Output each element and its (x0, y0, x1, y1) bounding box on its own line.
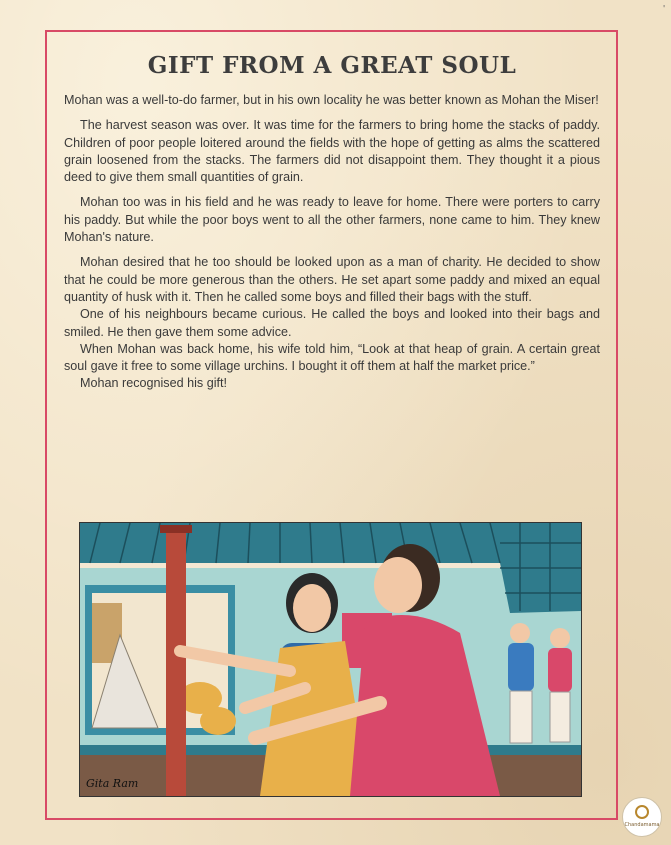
story-paragraph: Mohan too was in his field and he was ready to leave for home. There were porters to carry his paddy. But while the poor boys went to all the other farmers, none came to him. They knew Mohan's nature. (64, 195, 600, 245)
story-paragraph: Mohan recognised his gift! (80, 376, 228, 391)
story-paragraph: The harvest season was over. It was time for the farmers to bring home the stacks of paddy. Children of poor people loitered around the fields with the hope of getting as alms the scattered grain loosened from the stacks. The farmers did not disappoint them. They thought it a pious deed to give them small quantities of grain. (64, 118, 600, 185)
logo-text: Chandamama (624, 822, 660, 828)
story-body (64, 92, 600, 393)
corner-mark: ' (663, 4, 665, 15)
logo-icon (635, 805, 649, 819)
story-illustration (79, 522, 582, 797)
pillar (166, 527, 186, 796)
story-title: GIFT FROM A GREAT SOUL (147, 52, 517, 79)
illustration-drawing (80, 523, 581, 796)
story-paragraph: When Mohan was back home, his wife told him, “Look at that heap of grain. A certain great soul gave it free to some village urchins. I bought it off them at half the market price.” (64, 341, 600, 374)
publisher-logo (622, 797, 662, 837)
story-paragraph: Mohan was a well-to-do farmer, but in his own locality he was better known as Mohan the Miser! (64, 93, 599, 107)
artist-signature: Gita Ram (86, 777, 139, 790)
story-paragraph: Mohan desired that he too should be looked upon as a man of charity. He decided to show that he could be more generous than the others. He set apart some paddy and mixed an equal quantity of husk with it. Then he called some boys and filled their bags with the stuff. (64, 255, 600, 304)
story-paragraph: One of his neighbours became curious. He called the boys and looked into their bags and smiled. He then gave them some advice. (64, 307, 600, 339)
